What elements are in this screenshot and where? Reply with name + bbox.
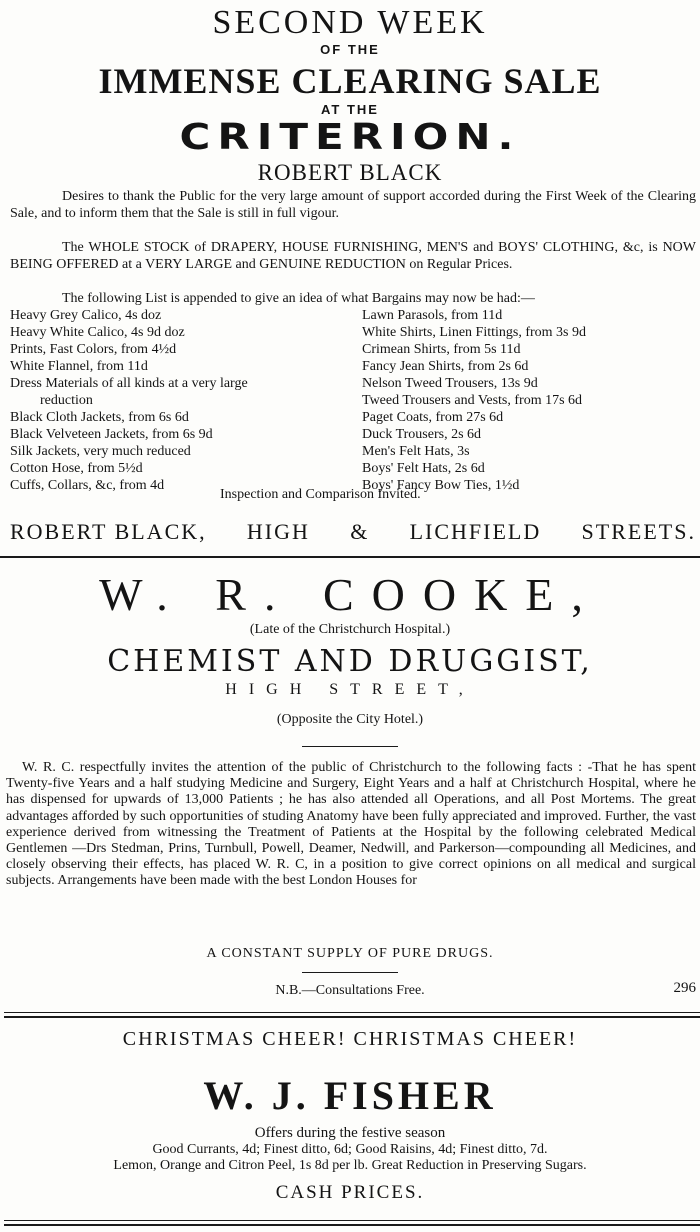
footer-streets: STREETS.: [581, 519, 696, 544]
cooke-name: W. R. COOKE,: [99, 569, 601, 620]
list-item: Cuffs, Collars, &c, from 4d: [10, 478, 165, 493]
list-item: Crimean Shirts, from 5s 11d: [362, 342, 521, 357]
list-item: Paget Coats, from 27s 6d: [362, 410, 504, 425]
list-item: Silk Jackets, very much reduced: [10, 444, 191, 459]
headline-second-week: SECOND WEEK: [212, 4, 488, 41]
advert-number: 296: [673, 980, 696, 996]
headline-immense-clearing-sale: IMMENSE CLEARING SALE: [98, 61, 602, 101]
proprietor-name: ROBERT BLACK: [257, 160, 443, 185]
cooke-opposite: (Opposite the City Hotel.): [276, 712, 424, 727]
cooke-consultations-note: N.B.—Consultations Free.: [275, 983, 425, 998]
criterion-paragraph-thanks: Desires to thank the Public for the very large amount of support accorded during the First Week of the Clearing Sale, and to inform them that the Sale is still in full vigour.: [10, 189, 696, 221]
list-item: Tweed Trousers and Vests, from 17s 6d: [362, 393, 583, 408]
cooke-trade: CHEMIST AND DRUGGIST,: [107, 644, 593, 679]
column-rule: [4, 1220, 700, 1221]
criterion-paragraph-stock: The WHOLE STOCK of DRAPERY, HOUSE FURNISHING, MEN'S and BOYS' CLOTHING, &c, is NOW BEING OFFERED at a VERY LARGE and GENUINE REDUCTION on Regular Prices.: [10, 240, 696, 272]
list-item: Men's Felt Hats, 3s: [362, 444, 470, 459]
bargain-list-right: [362, 307, 586, 494]
fisher-cheer-banner: CHRISTMAS CHEER! CHRISTMAS CHEER!: [122, 1028, 578, 1050]
fisher-goods: Good Currants, 4d; Finest ditto, 6d; Good Raisins, 4d; Finest ditto, 7d.: [152, 1142, 548, 1157]
bargain-list-left: [10, 307, 248, 494]
cooke-street: HIGH STREET,: [225, 681, 475, 698]
column-rule: [4, 1224, 700, 1226]
headline-at-the: AT THE: [321, 102, 379, 117]
list-item: Boys' Fancy Bow Ties, 1½d: [362, 478, 520, 493]
column-rule: [4, 1016, 700, 1018]
list-item: Duck Trousers, 2s 6d: [362, 427, 482, 442]
cooke-late-of: (Late of the Christchurch Hospital.): [249, 622, 451, 637]
fisher-peel: Lemon, Orange and Citron Peel, 1s 8d per lb. Great Reduction in Preserving Sugars.: [113, 1158, 587, 1173]
list-item: Boys' Felt Hats, 2s 6d: [362, 461, 485, 476]
list-item: White Shirts, Linen Fittings, from 3s 9d: [362, 325, 586, 340]
list-item: White Flannel, from 11d: [10, 359, 148, 374]
column-rule: [0, 556, 700, 558]
list-item: Lawn Parasols, from 11d: [362, 308, 503, 323]
footer-lichfield: LICHFIELD: [409, 519, 542, 544]
inspection-note: Inspection and Comparison Invited.: [220, 487, 421, 502]
footer-name: ROBERT BLACK,: [10, 519, 207, 544]
headline-of-the: OF THE: [320, 42, 380, 57]
list-item: Cotton Hose, from 5½d: [10, 461, 143, 476]
list-item: Black Velveteen Jackets, from 6s 9d: [10, 427, 213, 442]
list-item: Prints, Fast Colors, from 4½d: [10, 342, 177, 357]
criterion-paragraph-list-intro: The following List is appended to give an idea of what Bargains may now be had:—: [62, 291, 535, 306]
list-item: Dress Materials of all kinds at a very large: [10, 376, 248, 391]
cooke-body-text: W. R. C. respectfully invites the attention of the public of Christchurch to the following facts : -That he has spent Twenty-five Years and a half studying Medicine and Surgery, Eight Years and a half at Christchurch Hospital, where he has dispensed for upwards of 13,000 Patients ; he has also attended all Operations, and all Post Mortems. The great advantages afforded by such opportunities of studing Anatomy have been fully appreciated and improved. Further, the vast experience derived from witnessing the Treatment of Patients at the Hospital by the following celebrated Medical Gentlemen —Drs Stedman, Prins, Turnbull, Powell, Deamer, Nedwill, and Parkerson—compounding all Medicines, and closely observing their effects, has placed W. R. C, in a position to give correct opinions on all medical and surgical subjects. Arrangements have been made with the best London Houses for: [6, 760, 696, 889]
list-item: Black Cloth Jackets, from 6s 6d: [10, 410, 189, 425]
criterion-address-footer: [10, 519, 696, 545]
short-divider: [302, 746, 398, 747]
footer-ampersand: &: [350, 519, 370, 544]
list-item: reduction: [40, 393, 93, 408]
cooke-supply-line: A CONSTANT SUPPLY OF PURE DRUGS.: [206, 946, 494, 961]
headline-criterion: CRITERION.: [179, 115, 521, 158]
column-rule: [4, 1012, 700, 1013]
fisher-name: W. J. FISHER: [203, 1073, 497, 1118]
short-divider: [302, 972, 398, 973]
list-item: Heavy White Calico, 4s 9d doz: [10, 325, 185, 340]
list-item: Fancy Jean Shirts, from 2s 6d: [362, 359, 529, 374]
footer-high: HIGH: [246, 519, 310, 544]
fisher-offers: Offers during the festive season: [254, 1125, 446, 1141]
list-item: Heavy Grey Calico, 4s doz: [10, 308, 162, 323]
fisher-cash-prices: CASH PRICES.: [275, 1182, 425, 1203]
list-item: Nelson Tweed Trousers, 13s 9d: [362, 376, 538, 391]
